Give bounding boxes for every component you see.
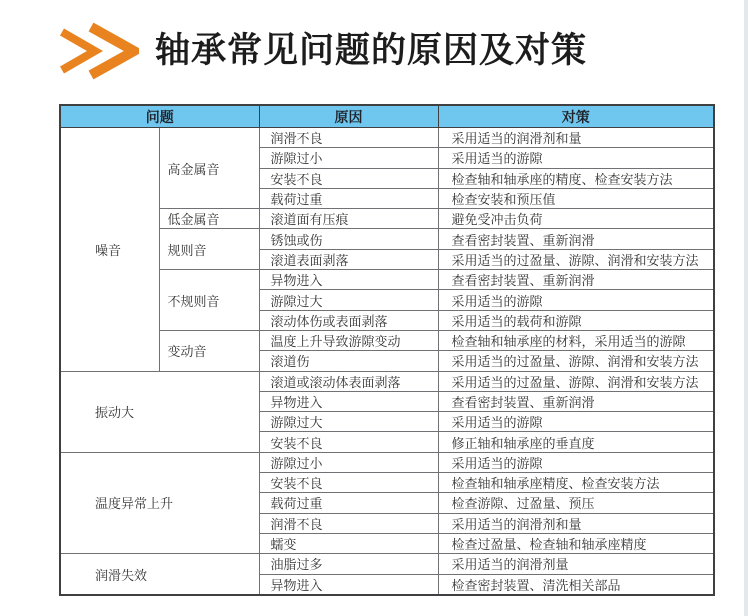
sub-problem-cell: 规则音: [159, 229, 259, 270]
action-cell: 采用适当的游隙: [438, 290, 714, 310]
cause-cell: 温度上升导致游隙变动: [259, 330, 438, 350]
action-cell: 检查过盈量、检查轴和轴承座精度: [438, 533, 714, 553]
table-row: [60, 229, 714, 249]
cause-cell: 游隙过大: [259, 290, 438, 310]
action-cell: 查看密封装置、重新润滑: [438, 391, 714, 411]
cause-cell: 滚道面有压痕: [259, 209, 438, 229]
action-cell: 检查轴和轴承座精度、检查安装方法: [438, 473, 714, 493]
problem-cell: 润滑失效: [60, 554, 259, 595]
table-row: [60, 452, 714, 472]
header-row: [60, 105, 714, 128]
action-cell: 避免受冲击负荷: [438, 209, 714, 229]
action-cell: 采用适当的游隙: [438, 148, 714, 168]
action-cell: 查看密封装置、重新润滑: [438, 270, 714, 290]
cause-cell: 游隙过小: [259, 452, 438, 472]
action-cell: 采用适当的游隙: [438, 452, 714, 472]
table-row: [60, 554, 714, 574]
action-cell: 采用适当的润滑剂和量: [438, 513, 714, 533]
cause-cell: 安装不良: [259, 473, 438, 493]
action-cell: 检查轴和轴承座的精度、检查安装方法: [438, 168, 714, 188]
cause-cell: 滚道表面剥落: [259, 249, 438, 269]
table-row: [60, 270, 714, 290]
title-bar: [57, 22, 587, 80]
cause-cell: 载荷过重: [259, 188, 438, 208]
cause-cell: 异物进入: [259, 391, 438, 411]
cause-cell: 异物进入: [259, 270, 438, 290]
sub-problem-cell: 高金属音: [159, 128, 259, 209]
table-row: [60, 371, 714, 391]
header-action: 对策: [438, 105, 714, 128]
table-row: [60, 128, 714, 148]
header-problem: 问题: [60, 105, 259, 128]
action-cell: 检查密封装置、清洗相关部品: [438, 574, 714, 595]
header-cause: 原因: [259, 105, 438, 128]
bearing-problems-table: [59, 104, 715, 596]
cause-cell: 游隙过小: [259, 148, 438, 168]
action-cell: 检查轴和轴承座的材料，采用适当的游隙: [438, 330, 714, 350]
cause-cell: 异物进入: [259, 574, 438, 595]
table-row: [60, 209, 714, 229]
cause-cell: 游隙过大: [259, 412, 438, 432]
action-cell: 检查游隙、过盈量、预压: [438, 493, 714, 513]
problem-cell: 温度异常上升: [60, 452, 259, 553]
cause-cell: 滚动体伤或表面剥落: [259, 310, 438, 330]
action-cell: 采用适当的过盈量、游隙、润滑和安装方法: [438, 351, 714, 371]
cause-cell: 蠕变: [259, 533, 438, 553]
action-cell: 采用适当的载荷和游隙: [438, 310, 714, 330]
cause-cell: 锈蚀或伤: [259, 229, 438, 249]
sub-problem-cell: 不规则音: [159, 270, 259, 331]
cause-cell: 安装不良: [259, 168, 438, 188]
action-cell: 修正轴和轴承座的垂直度: [438, 432, 714, 452]
page-right-edge: [744, 0, 748, 616]
cause-cell: 滚道或滚动体表面剥落: [259, 371, 438, 391]
cause-cell: 润滑不良: [259, 513, 438, 533]
double-chevron-right-icon: [57, 22, 139, 80]
sub-problem-cell: 低金属音: [159, 209, 259, 229]
action-cell: 采用适当的游隙: [438, 412, 714, 432]
cause-cell: 载荷过重: [259, 493, 438, 513]
cause-cell: 润滑不良: [259, 128, 438, 148]
action-cell: 采用适当的过盈量、游隙、润滑和安装方法: [438, 249, 714, 269]
action-cell: 采用适当的润滑剂和量: [438, 128, 714, 148]
sub-problem-cell: 变动音: [159, 330, 259, 371]
page-title: 轴承常见问题的原因及对策: [155, 31, 588, 70]
table-row: [60, 330, 714, 350]
cause-cell: 安装不良: [259, 432, 438, 452]
cause-cell: 滚道伤: [259, 351, 438, 371]
action-cell: 检查安装和预压值: [438, 188, 714, 208]
action-cell: 采用适当的润滑剂量: [438, 554, 714, 574]
action-cell: 采用适当的过盈量、游隙、润滑和安装方法: [438, 371, 714, 391]
cause-cell: 油脂过多: [259, 554, 438, 574]
problem-cell: 噪音: [60, 128, 159, 372]
action-cell: 查看密封装置、重新润滑: [438, 229, 714, 249]
problem-cell: 振动大: [60, 371, 259, 452]
